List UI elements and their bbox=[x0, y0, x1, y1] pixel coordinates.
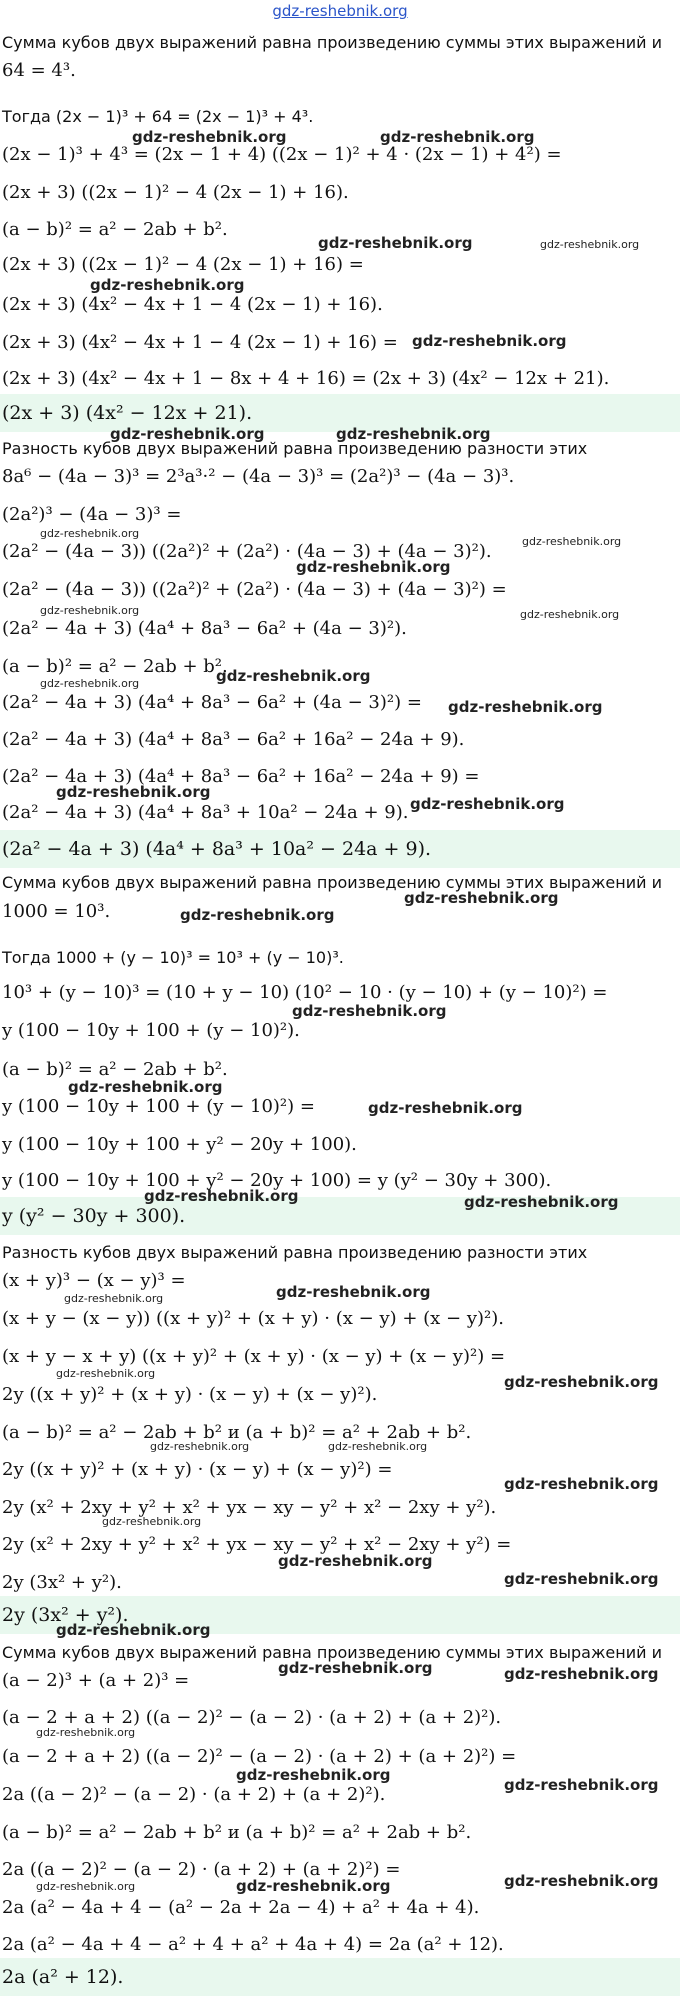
site-header-link[interactable]: gdz-reshebnik.org bbox=[272, 2, 408, 20]
watermark: gdz-reshebnik.org bbox=[56, 1621, 211, 1639]
watermark: gdz-reshebnik.org bbox=[236, 1877, 391, 1895]
math-step: 2y (3x² + y²). bbox=[2, 1572, 122, 1593]
watermark: gdz-reshebnik.org bbox=[448, 698, 603, 716]
watermark: gdz-reshebnik.org bbox=[180, 906, 335, 924]
watermark: gdz-reshebnik.org bbox=[412, 332, 567, 350]
math-step: (a − 2)³ + (a + 2)³ = bbox=[2, 1670, 190, 1691]
answer-highlight: (2x + 3) (4x² − 12x + 21). bbox=[0, 394, 680, 432]
math-step: 1000 = 10³. bbox=[2, 901, 111, 922]
watermark: gdz-reshebnik.org bbox=[520, 608, 620, 621]
math-step: 2y (x² + 2xy + y² + x² + yx − xy − y² + x² − 2xy + y²) = bbox=[2, 1534, 512, 1555]
watermark: gdz-reshebnik.org bbox=[36, 1726, 136, 1739]
answer-highlight: y (y² − 30y + 300). bbox=[0, 1197, 680, 1235]
answer-highlight: 2a (a² + 12). bbox=[0, 1958, 680, 1996]
math-step: 8a⁶ − (4a − 3)³ = 2³a³·² − (4a − 3)³ = (2a²)³ − (4a − 3)³. bbox=[2, 466, 515, 487]
watermark: gdz-reshebnik.org bbox=[464, 1193, 619, 1211]
watermark: gdz-reshebnik.org bbox=[336, 425, 491, 443]
watermark: gdz-reshebnik.org bbox=[404, 889, 559, 907]
watermark: gdz-reshebnik.org bbox=[40, 604, 140, 617]
math-step: (2x + 3) ((2x − 1)² − 4 (2x − 1) + 16) = bbox=[2, 254, 364, 275]
math-step: 2y ((x + y)² + (x + y) · (x − y) + (x − y)²) = bbox=[2, 1459, 393, 1480]
answer-highlight: (2a² − 4a + 3) (4a⁴ + 8a³ + 10a² − 24a + 9). bbox=[0, 830, 680, 868]
math-step: 64 = 4³. bbox=[2, 60, 76, 81]
watermark: gdz-reshebnik.org bbox=[380, 128, 535, 146]
watermark: gdz-reshebnik.org bbox=[278, 1552, 433, 1570]
math-step: (a − 2 + a + 2) ((a − 2)² − (a − 2) · (a + 2) + (a + 2)²). bbox=[2, 1707, 502, 1728]
math-step: (2a² − 4a + 3) (4a⁴ + 8a³ + 10a² − 24a + 9). bbox=[2, 802, 409, 823]
math-step: 2a ((a − 2)² − (a − 2) · (a + 2) + (a + 2)²) = bbox=[2, 1859, 401, 1880]
watermark: gdz-reshebnik.org bbox=[276, 1283, 431, 1301]
math-step: (2a²)³ − (4a − 3)³ = bbox=[2, 504, 182, 525]
math-step: 2a (a² − 4a + 4 − (a² − 2a + 2a − 4) + a² + 4a + 4). bbox=[2, 1897, 480, 1918]
math-step: (2x + 3) (4x² − 4x + 1 − 4 (2x − 1) + 16). bbox=[2, 294, 383, 315]
math-step: y (100 − 10y + 100 + (y − 10)²). bbox=[2, 1020, 300, 1041]
math-step: (2x + 3) (4x² − 4x + 1 − 8x + 4 + 16) = (2x + 3) (4x² − 12x + 21). bbox=[2, 368, 610, 389]
math-step: (2x + 3) ((2x − 1)² − 4 (2x − 1) + 16). bbox=[2, 182, 349, 203]
watermark: gdz-reshebnik.org bbox=[318, 234, 473, 252]
watermark: gdz-reshebnik.org bbox=[504, 1475, 659, 1493]
math-step: (2a² − 4a + 3) (4a⁴ + 8a³ − 6a² + 16a² − 24a + 9). bbox=[2, 729, 465, 750]
explanation-text: Сумма кубов двух выражений равна произведению суммы этих выражений и bbox=[2, 33, 662, 52]
watermark: gdz-reshebnik.org bbox=[36, 1880, 136, 1893]
math-step: (2a² − (4a − 3)) ((2a²)² + (2a²) · (4a − 3) + (4a − 3)²). bbox=[2, 541, 492, 562]
math-step: (a − b)² = a² − 2ab + b². bbox=[2, 219, 228, 240]
watermark: gdz-reshebnik.org bbox=[40, 677, 140, 690]
watermark: gdz-reshebnik.org bbox=[40, 527, 140, 540]
watermark: gdz-reshebnik.org bbox=[132, 128, 287, 146]
answer-highlight: 2y (3x² + y²). bbox=[0, 1596, 680, 1634]
watermark: gdz-reshebnik.org bbox=[292, 1002, 447, 1020]
explanation-text: Сумма кубов двух выражений равна произведению суммы этих выражений и bbox=[2, 873, 662, 892]
watermark: gdz-reshebnik.org bbox=[504, 1665, 659, 1683]
math-step: 10³ + (y − 10)³ = (10 + y − 10) (10² − 10 · (y − 10) + (y − 10)²) = bbox=[2, 982, 608, 1003]
math-step: (2a² − 4a + 3) (4a⁴ + 8a³ − 6a² + (4a − 3)²). bbox=[2, 618, 407, 639]
watermark: gdz-reshebnik.org bbox=[144, 1187, 299, 1205]
watermark: gdz-reshebnik.org bbox=[90, 276, 245, 294]
math-step: (a − 2 + a + 2) ((a − 2)² − (a − 2) · (a + 2) + (a + 2)²) = bbox=[2, 1746, 517, 1767]
explanation-text: Тогда (2x − 1)³ + 64 = (2x − 1)³ + 4³. bbox=[2, 107, 314, 126]
math-step: (2a² − 4a + 3) (4a⁴ + 8a³ − 6a² + 16a² − 24a + 9) = bbox=[2, 766, 480, 787]
watermark: gdz-reshebnik.org bbox=[56, 1367, 156, 1380]
math-step: 2y ((x + y)² + (x + y) · (x − y) + (x − y)²). bbox=[2, 1384, 378, 1405]
watermark: gdz-reshebnik.org bbox=[150, 1440, 250, 1453]
math-step: (2x − 1)³ + 4³ = (2x − 1 + 4) ((2x − 1)² + 4 · (2x − 1) + 4²) = bbox=[2, 144, 562, 165]
explanation-text: Сумма кубов двух выражений равна произведению суммы этих выражений и bbox=[2, 1643, 662, 1662]
watermark: gdz-reshebnik.org bbox=[296, 558, 451, 576]
watermark: gdz-reshebnik.org bbox=[64, 1292, 164, 1305]
math-step: (2x + 3) (4x² − 4x + 1 − 4 (2x − 1) + 16) = bbox=[2, 332, 398, 353]
watermark: gdz-reshebnik.org bbox=[328, 1440, 428, 1453]
watermark: gdz-reshebnik.org bbox=[102, 1515, 202, 1528]
watermark: gdz-reshebnik.org bbox=[504, 1776, 659, 1794]
math-step: (x + y − (x − y)) ((x + y)² + (x + y) · (x − y) + (x − y)²). bbox=[2, 1308, 505, 1329]
math-step: 2a (a² − 4a + 4 − a² + 4 + a² + 4a + 4) = 2a (a² + 12). bbox=[2, 1934, 504, 1955]
watermark: gdz-reshebnik.org bbox=[278, 1659, 433, 1677]
math-step: 2a ((a − 2)² − (a − 2) · (a + 2) + (a + 2)²). bbox=[2, 1784, 386, 1805]
watermark: gdz-reshebnik.org bbox=[522, 535, 622, 548]
watermark: gdz-reshebnik.org bbox=[368, 1099, 523, 1117]
math-step: y (100 − 10y + 100 + y² − 20y + 100) = y (y² − 30y + 300). bbox=[2, 1170, 552, 1191]
math-step: (x + y)³ − (x − y)³ = bbox=[2, 1270, 186, 1291]
math-step: (a − b)² = a² − 2ab + b². bbox=[2, 656, 228, 677]
watermark: gdz-reshebnik.org bbox=[110, 425, 265, 443]
explanation-text: Разность кубов двух выражений равна произведению разности этих bbox=[2, 439, 588, 458]
math-step: (a − b)² = a² − 2ab + b² и (a + b)² = a² + 2ab + b². bbox=[2, 1822, 472, 1843]
watermark: gdz-reshebnik.org bbox=[504, 1570, 659, 1588]
watermark: gdz-reshebnik.org bbox=[236, 1766, 391, 1784]
watermark: gdz-reshebnik.org bbox=[216, 667, 371, 685]
watermark: gdz-reshebnik.org bbox=[410, 795, 565, 813]
explanation-text: Разность кубов двух выражений равна произведению разности этих bbox=[2, 1243, 588, 1262]
math-step: y (100 − 10y + 100 + (y − 10)²) = bbox=[2, 1096, 315, 1117]
math-step: (2a² − 4a + 3) (4a⁴ + 8a³ − 6a² + (4a − 3)²) = bbox=[2, 692, 422, 713]
math-step: (a − b)² = a² − 2ab + b² и (a + b)² = a² + 2ab + b². bbox=[2, 1422, 472, 1443]
math-step: (2a² − (4a − 3)) ((2a²)² + (2a²) · (4a − 3) + (4a − 3)²) = bbox=[2, 579, 507, 600]
math-step: y (100 − 10y + 100 + y² − 20y + 100). bbox=[2, 1134, 357, 1155]
watermark: gdz-reshebnik.org bbox=[56, 783, 211, 801]
watermark: gdz-reshebnik.org bbox=[540, 238, 640, 251]
explanation-text: Тогда 1000 + (y − 10)³ = 10³ + (y − 10)³. bbox=[2, 948, 344, 967]
math-step: (x + y − x + y) ((x + y)² + (x + y) · (x − y) + (x − y)²) = bbox=[2, 1346, 506, 1367]
watermark: gdz-reshebnik.org bbox=[68, 1078, 223, 1096]
math-step: 2y (x² + 2xy + y² + x² + yx − xy − y² + x² − 2xy + y²). bbox=[2, 1497, 497, 1518]
math-step: (a − b)² = a² − 2ab + b². bbox=[2, 1059, 228, 1080]
watermark: gdz-reshebnik.org bbox=[504, 1872, 659, 1890]
watermark: gdz-reshebnik.org bbox=[504, 1373, 659, 1391]
